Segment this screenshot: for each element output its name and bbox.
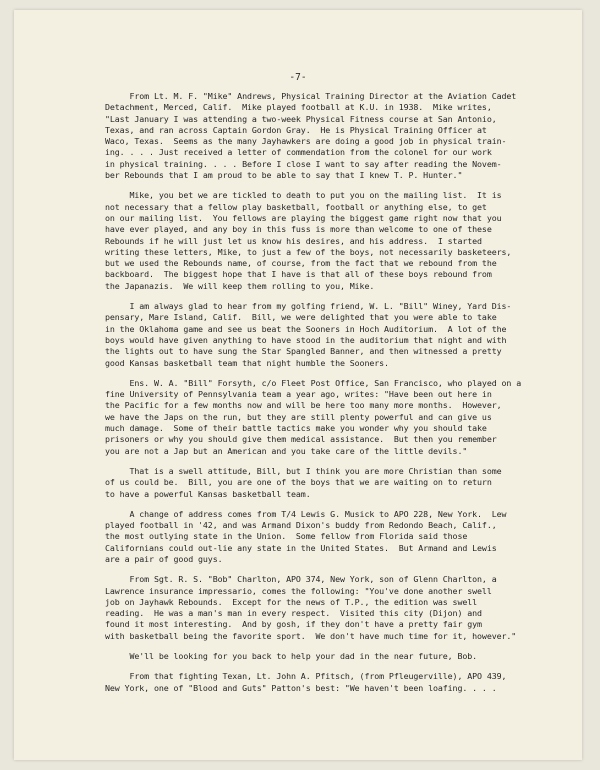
text-line: we have the Japs on the run, but they are still plenty powerful and can give us [105, 411, 492, 422]
text-line: writing these letters, Mike, to just a few of the boys, not necessarily basketeers, [105, 246, 512, 257]
text-line: Detachment, Merced, Calif. Mike played football at K.U. in 1938. Mike writes, [105, 102, 492, 113]
text-line: Lawrence insurance impressario, comes the following: "You've done another swell [105, 585, 492, 596]
text-line: the lights out to have sung the Star Spangled Banner, and then witnessed a pretty [105, 346, 502, 357]
text-line: of us could be. Bill, you are one of the boys that we are waiting on to return [105, 477, 492, 488]
text-line: backboard. The biggest hope that I have is that all of these boys rebound from [105, 269, 492, 280]
text-line: on our mailing list. You fellows are playing the biggest game right now that you [105, 212, 502, 223]
paragraph [105, 671, 555, 694]
paragraph [105, 190, 555, 292]
text-line: boys would have given anything to have stood in the auditorium that night and with [105, 334, 507, 345]
text-line: the Pacific for a few months now and will be here too many more months. However, [105, 400, 502, 411]
text-line: job on Jayhawk Rebounds. Except for the news of T.P., the edition was swell [105, 596, 478, 607]
text-line: played football in '42, and was Armand Dixon's buddy from Redondo Beach, Calif., [105, 520, 497, 531]
text-line: "Last January I was attending a two-week Physical Fitness course at San Antonio, [105, 113, 497, 124]
text-line: That is a swell attitude, Bill, but I think you are more Christian than some [105, 465, 502, 476]
text-line: pensary, Mare Island, Calif. Bill, we were delighted that you were able to take [105, 312, 497, 323]
text-line: A change of address comes from T/4 Lewis G. Musick to APO 228, New York. Lew [105, 508, 507, 519]
text-line: have ever played, and any boy in this fuss is more than welcome to one of these [105, 224, 492, 235]
text-line: Californians could out-lie any state in the United States. But Armand and Lewis [105, 542, 497, 553]
text-line: not necessary that a fellow play basketball, football or anything else, to get [105, 201, 487, 212]
text-line: found it most interesting. And by gosh, if they don't have a pretty fair gym [105, 619, 482, 630]
paragraph [105, 574, 555, 642]
text-line: I am always glad to hear from my golfing friend, W. L. "Bill" Winey, Yard Dis- [105, 301, 512, 312]
text-line: prisoners or why you should give them medical assistance. But then you remember [105, 434, 497, 445]
text-line: with basketball being the favorite sport. We don't have much time for it, however." [105, 630, 517, 641]
text-line: in the Oklahoma game and see us beat the Sooners in Hoch Auditorium. A lot of the [105, 323, 507, 334]
letter-body [105, 91, 555, 703]
text-line: reading. He was a man's man in every respect. Visited this city (Dijon) and [105, 608, 482, 619]
paragraph [105, 466, 555, 500]
text-line: From that fighting Texan, Lt. John A. Pfitsch, (from Pfleugerville), APO 439, [105, 671, 507, 682]
text-line: Mike, you bet we are tickled to death to put you on the mailing list. It is [105, 190, 502, 201]
text-line: you are not a Jap but an American and you take care of the little devils." [105, 445, 468, 456]
text-line: to have a powerful Kansas basketball team. [105, 488, 311, 499]
text-line: are a pair of good guys. [105, 553, 223, 564]
text-line: Texas, and ran across Captain Gordon Gray. He is Physical Training Officer at [105, 124, 487, 135]
text-line: the Japanazis. We will keep them rolling to you, Mike. [105, 280, 375, 291]
text-line: much damage. Some of their battle tactics make you wonder why you should take [105, 423, 487, 434]
text-line: From Sgt. R. S. "Bob" Charlton, APO 374, New York, son of Glenn Charlton, a [105, 574, 497, 585]
paragraph [105, 301, 555, 369]
page-number: -7- [289, 72, 307, 83]
text-line: in physical training. . . . Before I close I want to say after reading the Novem- [105, 158, 502, 169]
text-line: Waco, Texas. Seems as the many Jayhawkers are doing a good job in physical train- [105, 136, 507, 147]
text-line: From Lt. M. F. "Mike" Andrews, Physical Training Director at the Aviation Cadet [105, 91, 517, 101]
paragraph [105, 378, 555, 457]
paragraph [105, 509, 555, 565]
text-line: but we used the Rebounds name, of course, from the fact that we rebound from the [105, 258, 497, 269]
text-line: the most outlying state in the Union. Some fellow from Florida said those [105, 531, 468, 542]
text-line: Ens. W. A. "Bill" Forsyth, c/o Fleet Post Office, San Francisco, who played on a [105, 377, 522, 388]
text-line: We'll be looking for you back to help your dad in the near future, Bob. [105, 651, 478, 662]
document-page [14, 10, 582, 760]
text-line: ing. . . . Just received a letter of commendation from the colonel for our work [105, 147, 492, 158]
paragraph [105, 91, 555, 181]
text-line: Rebounds if he will just let us know his desires, and his address. I started [105, 235, 482, 246]
text-line: good Kansas basketball team that night humble the Sooners. [105, 357, 389, 368]
text-line: New York, one of "Blood and Guts" Patton's best: "We haven't been loafing. . . . [105, 682, 497, 693]
paragraph [105, 651, 555, 662]
text-line: ber Rebounds that I am proud to be able to say that I knew T. P. Hunter." [105, 170, 463, 181]
text-line: fine University of Pennsylvania team a year ago, writes: "Have been out here in [105, 389, 492, 400]
